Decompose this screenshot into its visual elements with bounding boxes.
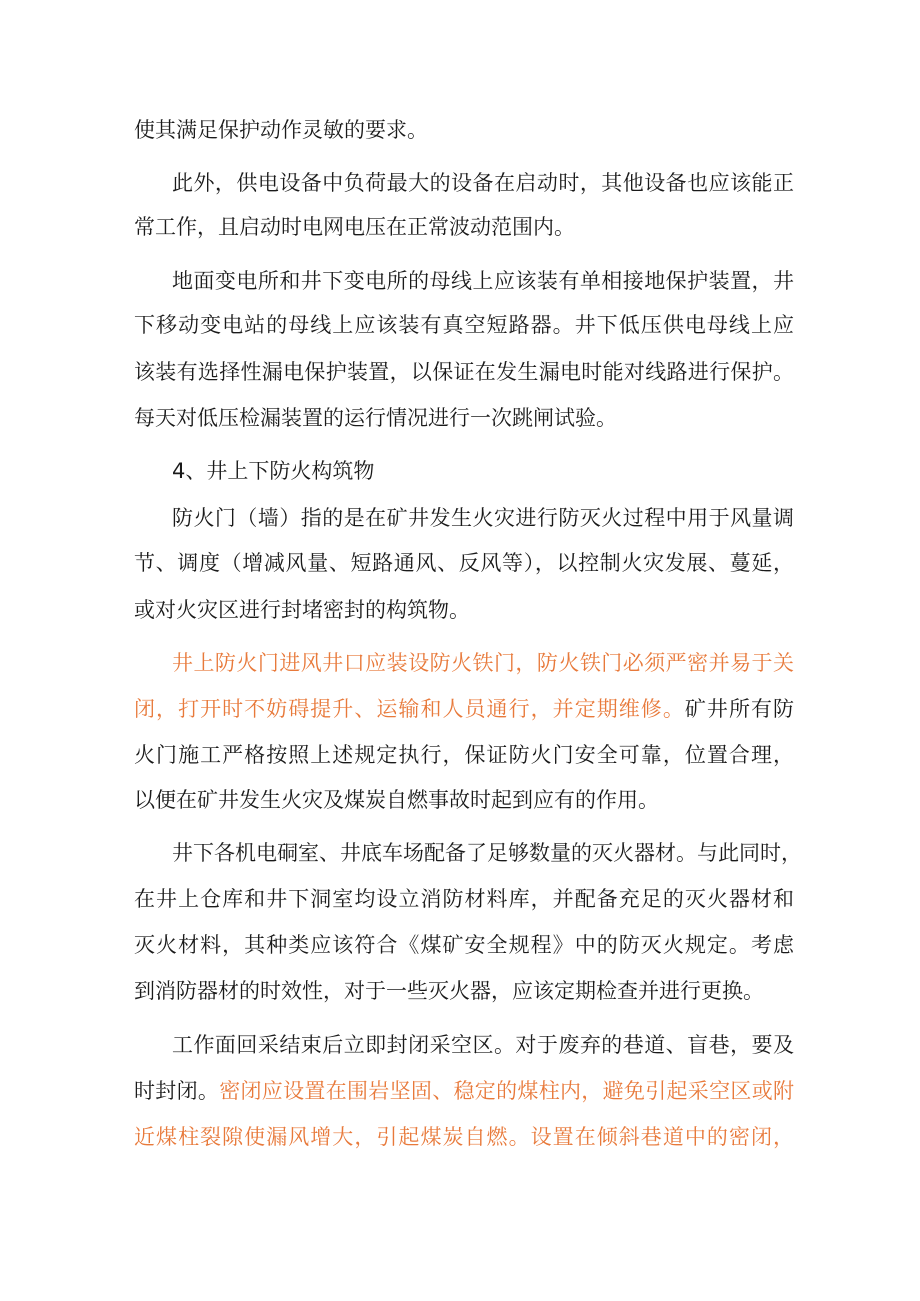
text-line	[134, 115, 794, 145]
text-line	[134, 1122, 794, 1152]
text-segment: 工作面回采结束后立即封闭采空区。对于废弃的巷道、盲巷，要及	[172, 1033, 794, 1057]
text-segment: 防火门（墙）指的是在矿井发生火灾进行防灭火过程中用于风量调	[172, 506, 794, 530]
text-segment: 以便在矿井发生火灾及煤炭自燃事故时起到应有的作用。	[134, 788, 659, 812]
text-line	[134, 884, 794, 914]
text-line	[172, 503, 794, 533]
text-line	[134, 785, 794, 815]
text-line	[172, 1030, 794, 1060]
highlighted-text: 闭，打开时不妨碍提升、运输和人员通行，并定期维修。	[134, 697, 685, 721]
text-line	[134, 595, 794, 625]
text-segment: 使其满足保护动作灵敏的要求。	[134, 118, 428, 142]
text-line	[134, 740, 794, 770]
text-segment: 每天对低压检漏装置的运行情况进行一次跳闸试验。	[134, 406, 617, 430]
text-line	[172, 838, 802, 868]
text-segment: 地面变电所和井下变电所的母线上应该装有单相接地保护装置，井	[172, 269, 794, 293]
highlighted-text: 密闭应设置在围岩坚固、稳定的煤柱内，避免引起采空区或附	[219, 1079, 795, 1103]
highlighted-text: 近煤柱裂隙使漏风增大，引起煤炭自燃。设置在倾斜巷道中的密闭，	[134, 1125, 794, 1149]
text-segment: 灭火材料，其种类应该符合《煤矿安全规程》中的防灭火规定。考虑	[134, 933, 794, 957]
text-line	[134, 357, 794, 387]
text-line	[134, 310, 794, 340]
text-line	[134, 212, 794, 242]
text-segment: 节、调度（增减风量、短路通风、反风等），以控制火灾发展、蔓延，	[134, 551, 794, 575]
text-segment: 在井上仓库和井下洞室均设立消防材料库，并配备充足的灭火器材和	[134, 887, 794, 911]
text-segment: 常工作，且启动时电网电压在正常波动范围内。	[134, 215, 575, 239]
text-line	[134, 694, 794, 724]
text-segment: 矿井所有防	[684, 697, 795, 721]
text-segment: 此外，供电设备中负荷最大的设备在启动时，其他设备也应该能正	[172, 171, 794, 195]
text-line	[172, 648, 794, 678]
text-line	[134, 548, 794, 578]
text-segment: 火门施工严格按照上述规定执行，保证防火门安全可靠，位置合理，	[134, 743, 794, 767]
text-segment: 时封闭。	[134, 1079, 220, 1103]
highlighted-text: 井上防火门进风井口应装设防火铁门，防火铁门必须严密并易于关	[172, 651, 794, 675]
text-segment: 4、井上下防火构筑物	[172, 459, 375, 483]
text-segment: 或对火灾区进行封堵密封的构筑物。	[134, 598, 470, 622]
text-segment: 井下各机电硐室、井底车场配备了足够数量的灭火器材。与此同时，	[172, 841, 802, 865]
text-segment: 该装有选择性漏电保护装置，以保证在发生漏电时能对线路进行保护。	[134, 360, 794, 384]
text-line	[134, 403, 794, 433]
text-line	[134, 976, 794, 1006]
text-line	[134, 1076, 794, 1106]
text-line	[172, 168, 794, 198]
text-segment: 到消防器材的时效性，对于一些灭火器，应该定期检查并进行更换。	[134, 979, 764, 1003]
section-heading	[172, 456, 794, 486]
text-segment: 下移动变电站的母线上应该装有真空短路器。井下低压供电母线上应	[134, 313, 794, 337]
text-line	[172, 266, 794, 296]
text-line	[134, 930, 794, 960]
